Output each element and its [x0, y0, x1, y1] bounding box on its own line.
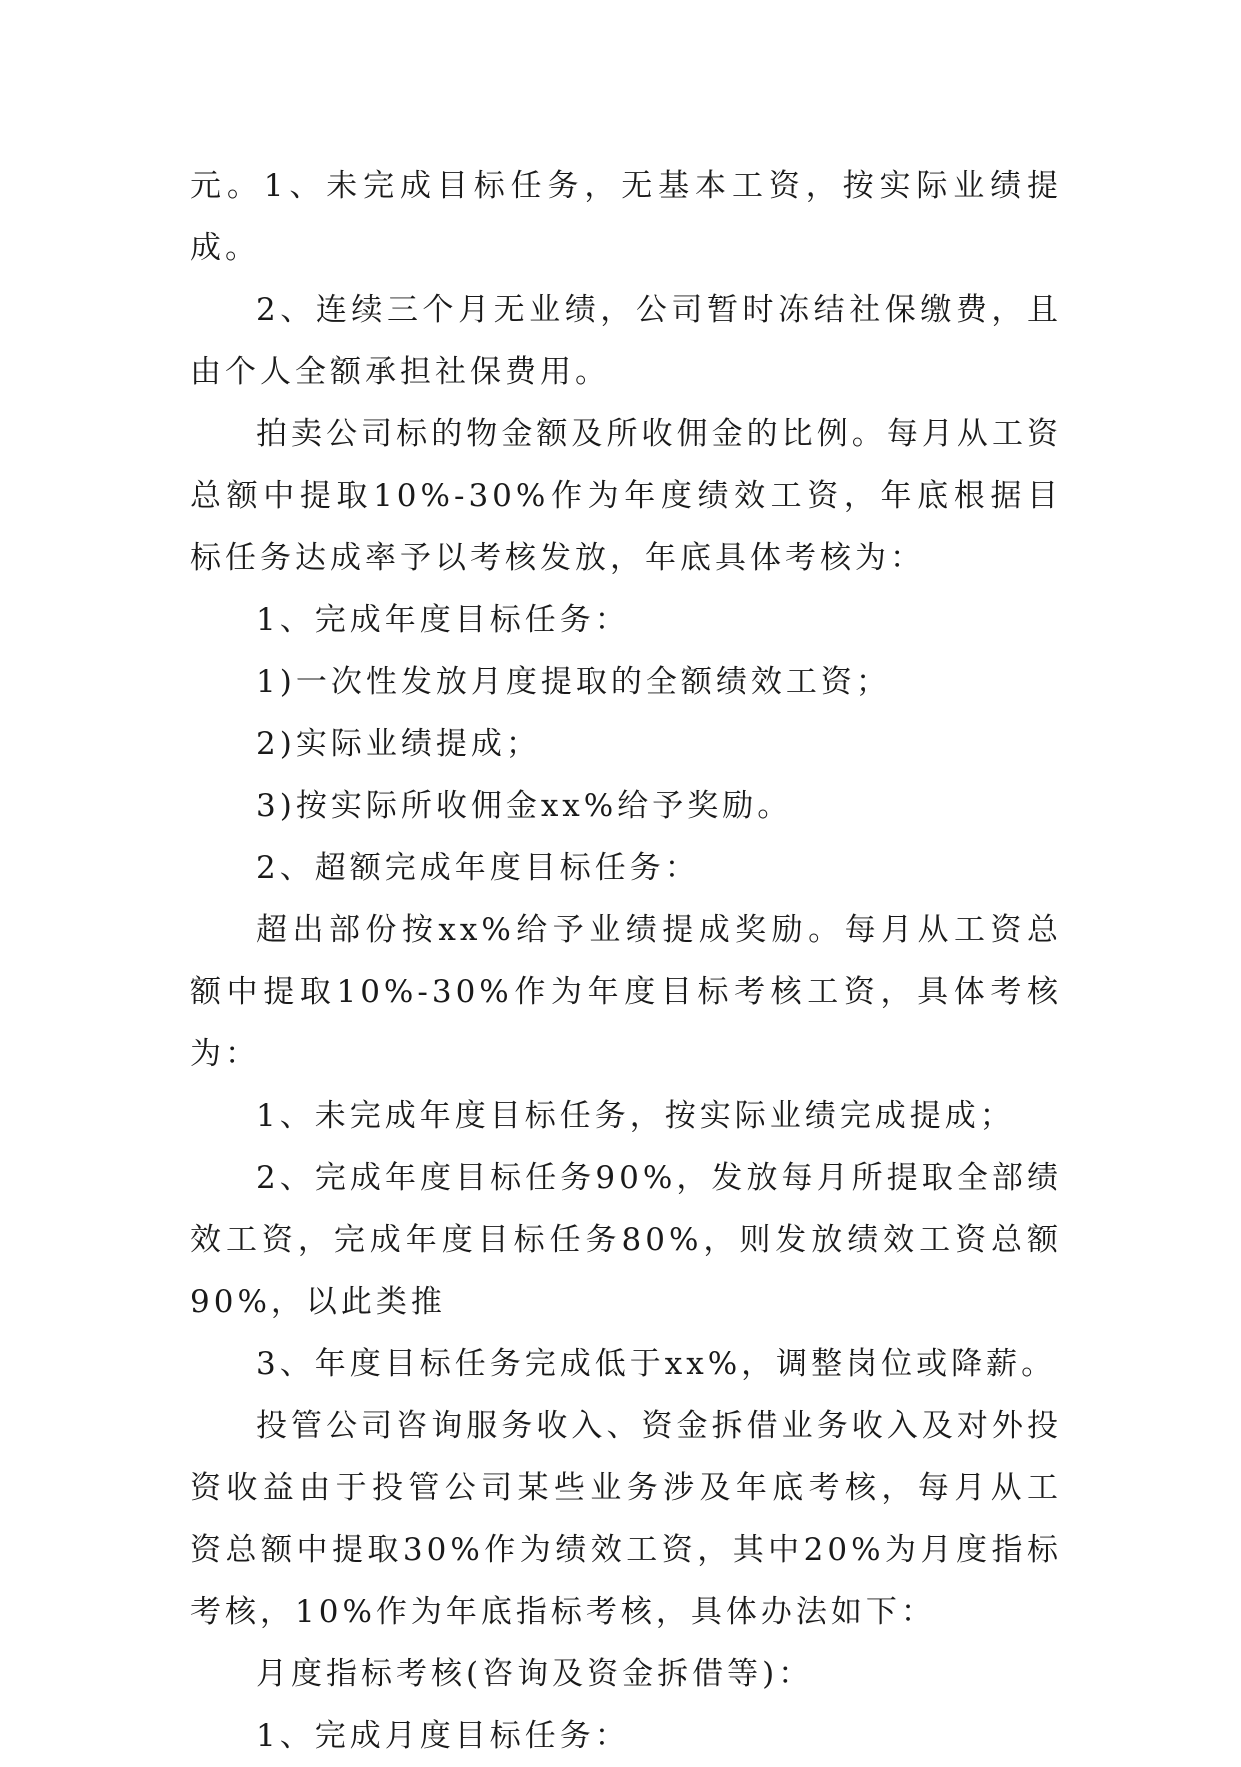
paragraph: 1)一次性发放月度提取的全额绩效工资；: [256, 664, 891, 700]
paragraph: 元。1、未完成目标任务，无基本工资，按实际业绩提成。: [190, 168, 1062, 266]
paragraph: 月度指标考核(咨询及资金拆借等)：: [256, 1656, 814, 1692]
paragraph: 1、未完成年度目标任务，按实际业绩完成提成；: [256, 1098, 1015, 1134]
paragraph: 3、年度目标任务完成低于xx%，调整岗位或降薪。: [256, 1346, 1057, 1382]
paragraph: 2、完成年度目标任务90%，发放每月所提取全部绩效工资，完成年度目标任务80%，则发放绩效工资总额90%，以此类推: [190, 1160, 1062, 1320]
paragraph: 2)实际业绩提成；: [256, 726, 541, 762]
paragraph: 1、完成年度目标任务：: [256, 602, 630, 638]
document-body: [190, 155, 1062, 1767]
paragraph: 投管公司咨询服务收入、资金拆借业务收入及对外投资收益由于投管公司某些业务涉及年底考核，每月从工资总额中提取30%作为绩效工资，其中20%为月度指标考核，10%作为年底指标考核，具体办法如下：: [190, 1408, 1062, 1630]
paragraph: 2、连续三个月无业绩，公司暂时冻结社保缴费，且由个人全额承担社保费用。: [190, 292, 1062, 390]
paragraph: 3)按实际所收佣金xx%给予奖励。: [256, 788, 793, 824]
paragraph: 拍卖公司标的物金额及所收佣金的比例。每月从工资总额中提取10%-30%作为年度绩效工资，年底根据目标任务达成率予以考核发放，年底具体考核为：: [190, 416, 1062, 576]
paragraph: 超出部份按xx%给予业绩提成奖励。每月从工资总额中提取10%-30%作为年度目标考核工资，具体考核为：: [190, 912, 1062, 1072]
paragraph: 2、超额完成年度目标任务：: [256, 850, 700, 886]
paragraph: 1、完成月度目标任务：: [256, 1718, 630, 1754]
